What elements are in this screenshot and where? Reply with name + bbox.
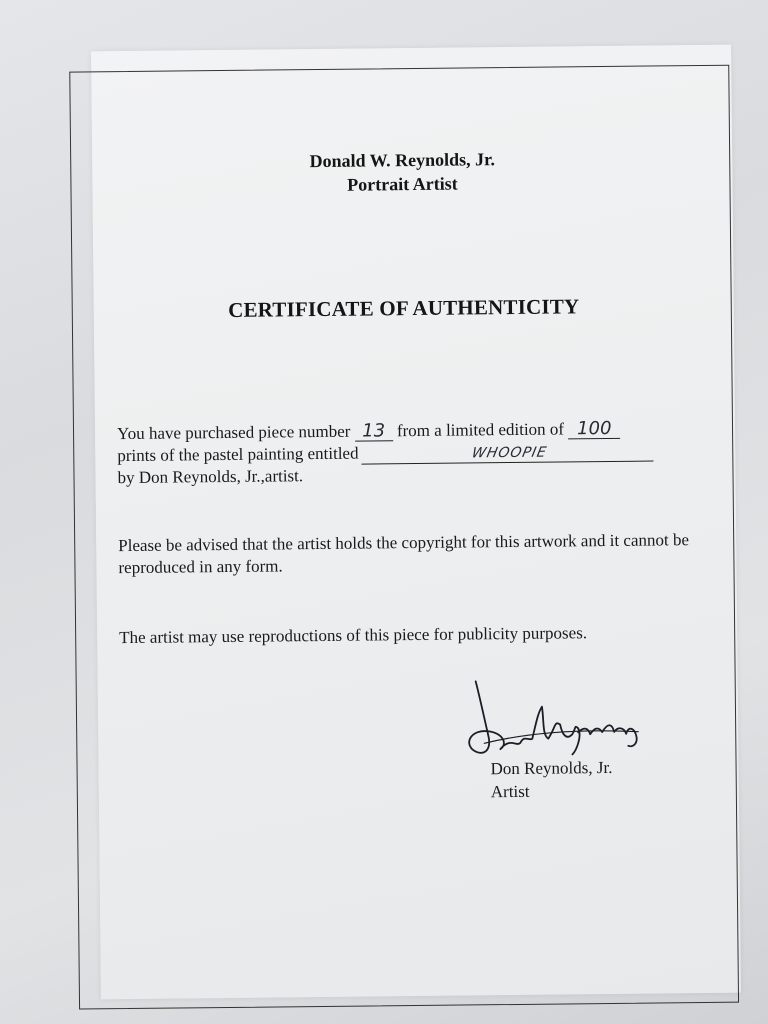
signature-block [490,756,612,803]
certificate-sheet [91,45,741,1000]
purchase-paragraph [117,417,718,489]
piece-number-field: 13 [355,422,393,441]
copyright-paragraph: Please be advised that the artist holds the copyright for this artwork and it cannot be reproduced in any form. [118,530,690,578]
purchase-text-d: by Don Reynolds, Jr.,artist. [117,466,304,488]
handwritten-signature [458,675,659,767]
artist-role: Portrait Artist [347,173,458,195]
purchase-text-a: You have purchased piece number [116,421,355,444]
edition-size-field: 100 [568,420,620,440]
signer-name: Don Reynolds, Jr. [490,757,613,779]
letterhead [92,145,712,199]
purchase-text-b: from a limited edition of [392,419,569,441]
certificate-title: CERTIFICATE OF AUTHENTICITY [228,294,580,322]
artist-name: Donald W. Reynolds, Jr. [309,149,496,172]
signer-title: Artist [490,781,530,802]
purchase-text-c: prints of the pastel painting entitled [117,443,363,466]
publicity-paragraph: The artist may use reproductions of this piece for publicity purposes. [119,623,588,648]
painting-title-field: WHOOPIE [361,442,657,464]
